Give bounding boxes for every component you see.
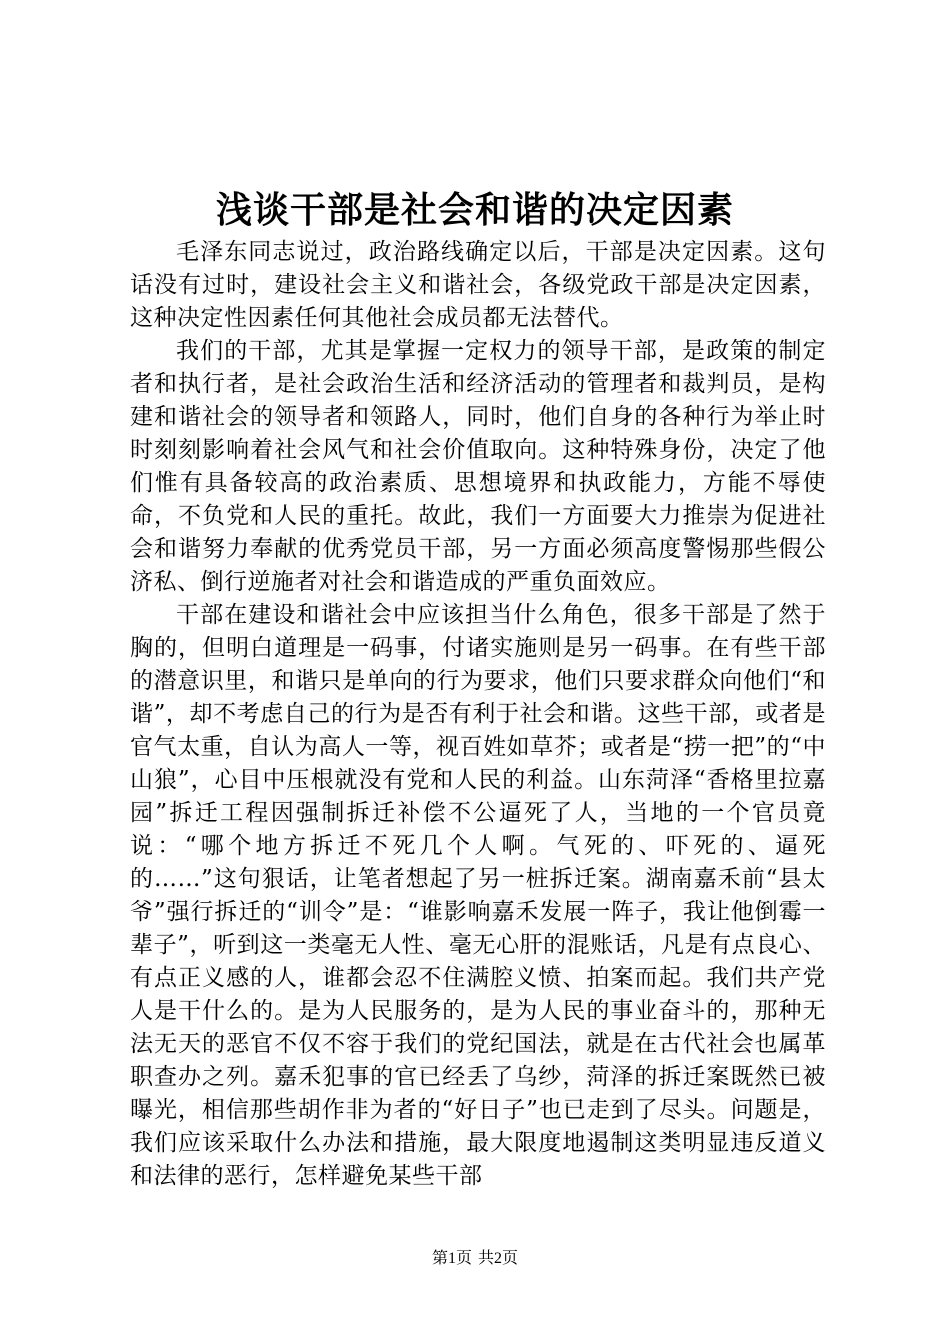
document-title: 浅谈干部是社会和谐的决定因素: [215, 189, 734, 231]
page-number: 第1页: [431, 1250, 472, 1267]
paragraph-3: 干部在建设和谐社会中应该担当什么角色，很多干部是了然于胸的，但明白道理是一码事，付诸实施则是另一码事。在有些干部的潜意识里，和谐只是单向的行为要求，他们只要求群众向他们“和谐”，却不考虑自己的行为是否有利于社会和谐。这些干部，或者是官气太重，自认为高人一等，视百姓如草芥；或者是“捞一把”的“中山狼”，心目中压根就没有党和人民的利益。山东菏泽“香格里拉嘉园”拆迁工程因强制拆迁补偿不公逼死了人，当地的一个官员竟说：“哪个地方拆迁不死几个人啊。气死的、吓死的、逼死的……”这句狠话，让笔者想起了另一桩拆迁案。湖南嘉禾前“县太爷”强行拆迁的“训令”是：“谁影响嘉禾发展一阵子，我让他倒霉一辈子”，听到这一类毫无人性、毫无心肝的混账话，凡是有点良心、有点正义感的人，谁都会忍不住满腔义愤、拍案而起。我们共产党人是干什么的。是为人民服务的，是为人民的事业奋斗的，那种无法无天的恶官不仅不容于我们的党纪国法，就是在古代社会也属革职查办之列。嘉禾犯事的官已经丢了乌纱，菏泽的拆迁案既然已被曝光，相信那些胡作非为者的“好日子”也已走到了尽头。问题是，我们应该采取什么办法和措施，最大限度地遏制这类明显违反道义和法律的恶行，怎样避免某些干部: [130, 602, 826, 1189]
page-total: 共2页: [478, 1250, 519, 1267]
paragraph-2: 我们的干部，尤其是掌握一定权力的领导干部，是政策的制定者和执行者，是社会政治生活和经济活动的管理者和裁判员，是构建和谐社会的领导者和领路人，同时，他们自身的各种行为举止时时刻刻影响着社会风气和社会价值取向。这种特殊身份，决定了他们惟有具备较高的政治素质、思想境界和执政能力，方能不辱使命，不负党和人民的重托。故此，我们一方面要大力推崇为促进社会和谐努力奉献的优秀党员干部，另一方面必须高度警惕那些假公济私、倒行逆施者对社会和谐造成的严重负面效应。: [130, 338, 826, 595]
page-footer: [0, 1248, 950, 1270]
paragraph-1: 毛泽东同志说过，政治路线确定以后，干部是决定因素。这句话没有过时，建设社会主义和谐社会，各级党政干部是决定因素，这种决定性因素任何其他社会成员都无法替代。: [130, 239, 826, 331]
document-body: [130, 236, 826, 1193]
